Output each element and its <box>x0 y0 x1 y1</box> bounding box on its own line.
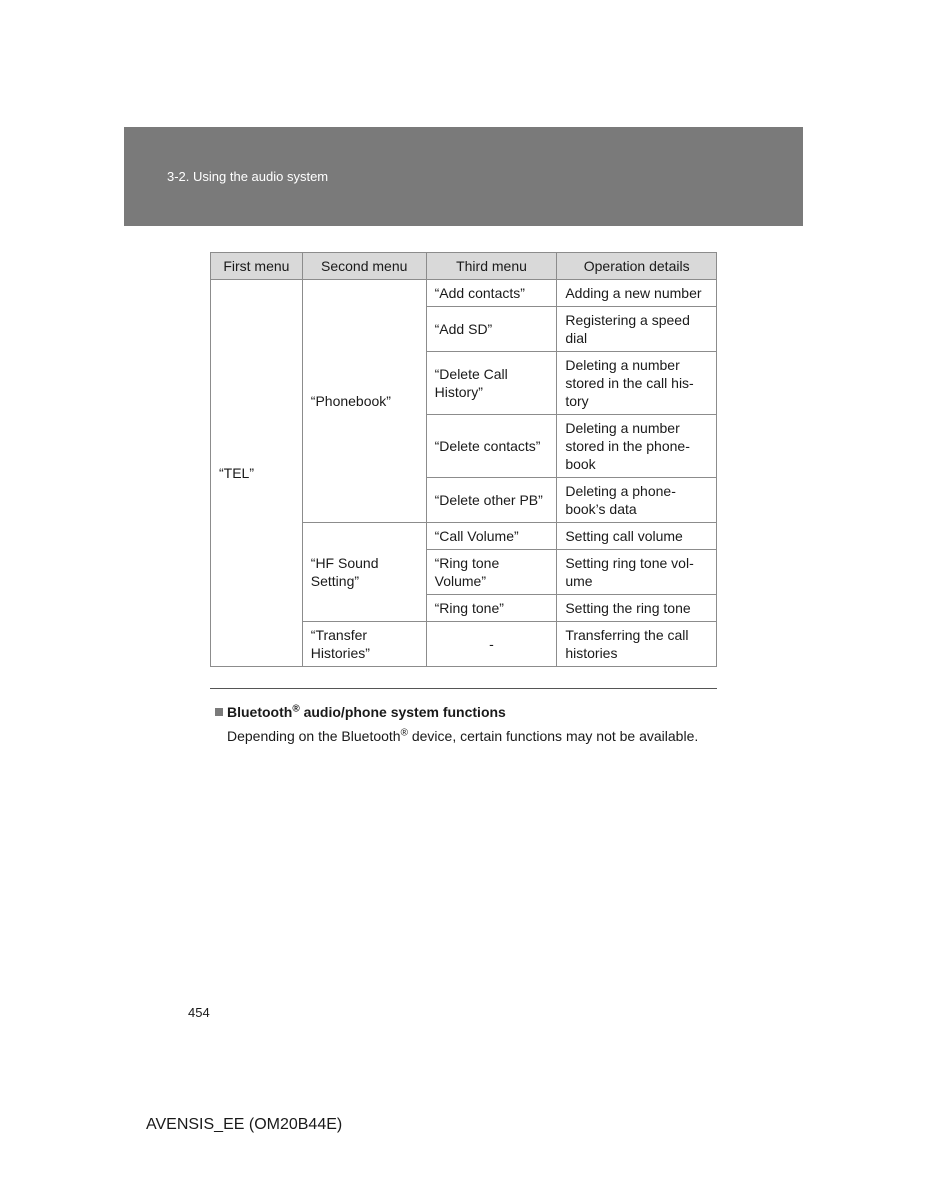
third-menu-cell: “Delete contacts” <box>426 415 557 478</box>
third-menu-cell: “Delete Call History” <box>426 352 557 415</box>
details-cell: Deleting a phone-book’s data <box>557 478 717 523</box>
details-cell: Adding a new number <box>557 280 717 307</box>
second-menu-cell: “HF Sound Setting” <box>302 523 426 622</box>
header-first-menu: First menu <box>211 253 303 280</box>
second-menu-cell: “Phonebook” <box>302 280 426 523</box>
menu-table <box>210 252 717 667</box>
details-cell: Deleting a number stored in the call his-tory <box>557 352 717 415</box>
first-menu-cell: “TEL” <box>211 280 303 667</box>
table-header-row <box>211 253 717 280</box>
table-row <box>211 280 717 307</box>
square-bullet-icon <box>215 708 223 716</box>
details-cell: Deleting a number stored in the phone-book <box>557 415 717 478</box>
footer-model-code: AVENSIS_EE (OM20B44E) <box>146 1116 343 1133</box>
section-header-band <box>124 127 803 226</box>
third-menu-cell: “Delete other PB” <box>426 478 557 523</box>
third-menu-cell: “Ring tone” <box>426 595 557 622</box>
note-heading-text: Bluetooth® audio/phone system functions <box>227 703 506 720</box>
third-menu-cell: “Ring tone Volume” <box>426 550 557 595</box>
header-third-menu: Third menu <box>426 253 557 280</box>
header-operation-details: Operation details <box>557 253 717 280</box>
section-divider <box>210 688 717 689</box>
note-heading <box>215 704 506 720</box>
third-menu-cell: “Add contacts” <box>426 280 557 307</box>
details-cell: Setting the ring tone <box>557 595 717 622</box>
third-menu-cell: - <box>426 622 557 667</box>
page-number: 454 <box>188 1005 210 1020</box>
second-menu-cell: “Transfer Histories” <box>302 622 426 667</box>
third-menu-cell: “Add SD” <box>426 307 557 352</box>
header-second-menu: Second menu <box>302 253 426 280</box>
details-cell: Transferring the call histories <box>557 622 717 667</box>
note-body: Depending on the Bluetooth® device, certain functions may not be available. <box>227 727 699 744</box>
third-menu-cell: “Call Volume” <box>426 523 557 550</box>
details-cell: Setting ring tone vol-ume <box>557 550 717 595</box>
section-title: 3-2. Using the audio system <box>167 169 329 184</box>
details-cell: Registering a speed dial <box>557 307 717 352</box>
details-cell: Setting call volume <box>557 523 717 550</box>
